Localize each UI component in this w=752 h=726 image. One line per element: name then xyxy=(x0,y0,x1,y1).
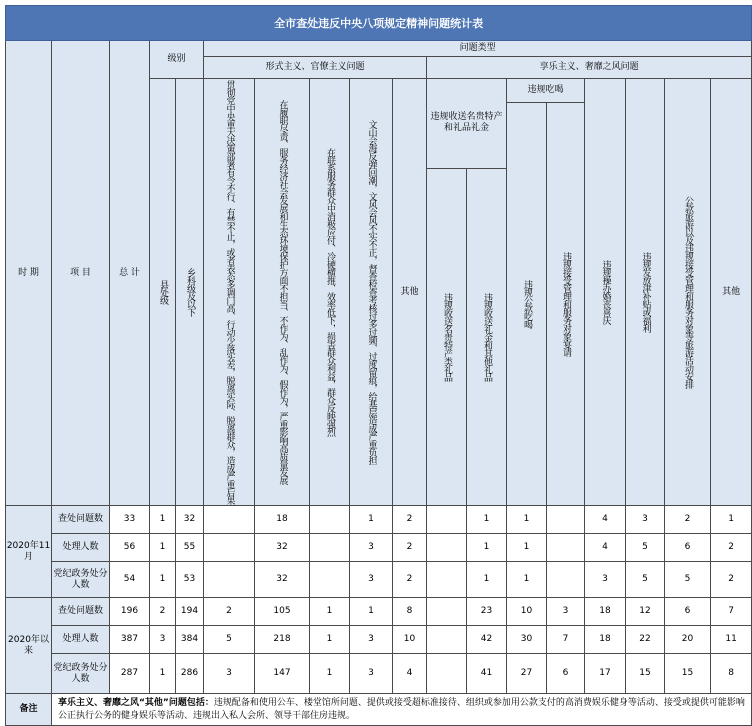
statistics-table xyxy=(5,5,752,726)
cell: 1 xyxy=(310,598,350,626)
period-label: 2020年11月 xyxy=(6,506,52,598)
cell: 3 xyxy=(350,626,393,654)
cell: 2 xyxy=(393,506,427,534)
cell: 7 xyxy=(711,598,752,626)
cell xyxy=(310,534,350,562)
cell: 2 xyxy=(665,506,711,534)
cell: 218 xyxy=(255,626,310,654)
col-header-6: 违规收送名贵特产类礼品 xyxy=(427,168,467,506)
cell-county: 1 xyxy=(150,534,176,562)
cell: 5 xyxy=(626,562,665,598)
cell: 3 xyxy=(350,654,393,694)
item-header: 项 目 xyxy=(52,41,110,506)
cell: 1 xyxy=(350,506,393,534)
cell: 4 xyxy=(393,654,427,694)
note-text xyxy=(52,694,752,726)
cell: 18 xyxy=(585,626,626,654)
table-row xyxy=(6,626,752,654)
cell: 1 xyxy=(507,506,547,534)
cell: 2 xyxy=(711,562,752,598)
cell xyxy=(310,562,350,598)
cell-total: 56 xyxy=(110,534,150,562)
col-header-9: 违规接受管理和服务对象宴请 xyxy=(547,103,585,506)
cell-township: 384 xyxy=(176,626,204,654)
cell: 10 xyxy=(393,626,427,654)
row-item: 党纪政务处分人数 xyxy=(52,562,110,598)
cell-township: 286 xyxy=(176,654,204,694)
cell: 1 xyxy=(711,506,752,534)
cell-township: 55 xyxy=(176,534,204,562)
cell: 6 xyxy=(547,654,585,694)
cell: 2 xyxy=(393,534,427,562)
table-row xyxy=(6,598,752,626)
cell-total: 196 xyxy=(110,598,150,626)
col-header-12: 公款旅游以及违规接受管理和服务对象等旅游活动安排 xyxy=(665,79,711,506)
cell: 10 xyxy=(507,598,547,626)
cell: 1 xyxy=(467,506,507,534)
cell: 4 xyxy=(585,534,626,562)
cell: 2 xyxy=(711,534,752,562)
cell-county: 1 xyxy=(150,562,176,598)
hedonism-header: 享乐主义、奢靡之风问题 xyxy=(427,57,752,79)
formalism-header: 形式主义、官僚主义问题 xyxy=(204,57,427,79)
col-header-5: 其他 xyxy=(393,79,427,506)
cell: 42 xyxy=(467,626,507,654)
gifts-group-header: 违规收送名贵特产和礼品礼金 xyxy=(427,79,507,169)
cell: 30 xyxy=(507,626,547,654)
cell: 1 xyxy=(310,626,350,654)
cell xyxy=(427,506,467,534)
cell-total: 387 xyxy=(110,626,150,654)
cell: 6 xyxy=(665,534,711,562)
cell: 12 xyxy=(626,598,665,626)
table-row xyxy=(6,562,752,598)
cell xyxy=(427,534,467,562)
cell-county: 3 xyxy=(150,626,176,654)
cell-township: 32 xyxy=(176,506,204,534)
col-header-11: 违规发放津补贴或福利 xyxy=(626,79,665,506)
table-row xyxy=(6,506,752,534)
col-header-1: 贯彻党中央重大决策部署有令不行、有禁不止，或者表态多调门高、行动少落实差，脱离实际、脱离群众，造成严重后果 xyxy=(204,79,255,506)
cell: 8 xyxy=(393,598,427,626)
cell xyxy=(547,534,585,562)
col-header-13: 其他 xyxy=(711,79,752,506)
cell: 105 xyxy=(255,598,310,626)
cell: 3 xyxy=(350,534,393,562)
cell: 5 xyxy=(665,562,711,598)
cell: 3 xyxy=(547,598,585,626)
row-item: 查处问题数 xyxy=(52,506,110,534)
cell: 1 xyxy=(507,534,547,562)
cell-total: 33 xyxy=(110,506,150,534)
cell-township: 194 xyxy=(176,598,204,626)
cell: 3 xyxy=(626,506,665,534)
cell-county: 1 xyxy=(150,506,176,534)
cell-total: 54 xyxy=(110,562,150,598)
cell-township: 53 xyxy=(176,562,204,598)
cell: 23 xyxy=(467,598,507,626)
cell: 7 xyxy=(547,626,585,654)
cell: 5 xyxy=(204,626,255,654)
col-header-8: 违规公款吃喝 xyxy=(507,103,547,506)
table-title: 全市查处违反中央八项规定精神问题统计表 xyxy=(6,6,752,41)
cell: 3 xyxy=(204,654,255,694)
cell: 1 xyxy=(467,562,507,598)
row-item: 查处问题数 xyxy=(52,598,110,626)
cell: 11 xyxy=(711,626,752,654)
cell: 18 xyxy=(255,506,310,534)
cell: 32 xyxy=(255,534,310,562)
cell xyxy=(427,654,467,694)
cell xyxy=(427,562,467,598)
cell: 17 xyxy=(585,654,626,694)
note-body: 违规配备和使用公车、楼堂馆所问题、提供或接受超标准接待、组织或参加用公款支付的高消费娱乐健身等活动、接受或提供可能影响公正执行公务的健身娱乐等活动、违规出入私人会所、领导干部住房违规。 xyxy=(58,697,745,721)
cell: 5 xyxy=(626,534,665,562)
cell: 32 xyxy=(255,562,310,598)
cell: 2 xyxy=(204,598,255,626)
cell: 6 xyxy=(665,598,711,626)
cell xyxy=(204,506,255,534)
col-header-4: 文山会海反弹回潮，文风会风不实不正，督查检查考核过多过频、过度留痕，给基层造成严重负担 xyxy=(350,79,393,506)
period-header: 时 期 xyxy=(6,41,52,506)
cell xyxy=(547,506,585,534)
cell: 22 xyxy=(626,626,665,654)
problem-type-header: 问题类型 xyxy=(204,41,752,57)
cell: 1 xyxy=(350,598,393,626)
cell: 4 xyxy=(585,506,626,534)
col-header-10: 违规操办婚丧喜庆 xyxy=(585,79,626,506)
row-item: 党纪政务处分人数 xyxy=(52,654,110,694)
cell: 1 xyxy=(310,654,350,694)
cell: 8 xyxy=(711,654,752,694)
note-label: 备注 xyxy=(6,694,52,726)
level-county-header: 县处级 xyxy=(150,79,176,506)
cell: 3 xyxy=(350,562,393,598)
dining-group-header: 违规吃喝 xyxy=(507,79,585,103)
cell: 41 xyxy=(467,654,507,694)
row-item: 处理人数 xyxy=(52,626,110,654)
note-lead: 享乐主义、奢靡之风“其他”问题包括： xyxy=(58,697,214,708)
cell-county: 2 xyxy=(150,598,176,626)
cell xyxy=(427,626,467,654)
total-header: 总 计 xyxy=(110,41,150,506)
cell: 147 xyxy=(255,654,310,694)
cell: 3 xyxy=(585,562,626,598)
cell: 1 xyxy=(507,562,547,598)
cell: 15 xyxy=(665,654,711,694)
cell xyxy=(204,562,255,598)
col-header-7: 违规收送礼金和其他礼品 xyxy=(467,168,507,506)
cell-total: 287 xyxy=(110,654,150,694)
cell xyxy=(204,534,255,562)
cell: 15 xyxy=(626,654,665,694)
cell: 18 xyxy=(585,598,626,626)
cell xyxy=(547,562,585,598)
period-label: 2020年以来 xyxy=(6,598,52,694)
cell-county: 1 xyxy=(150,654,176,694)
col-header-2: 在履职尽责、服务经济社会发展和生态环境保护方面不担当、不作为、乱作为、假作为，严重影响高质量发展 xyxy=(255,79,310,506)
cell: 27 xyxy=(507,654,547,694)
cell: 20 xyxy=(665,626,711,654)
cell xyxy=(427,598,467,626)
cell: 1 xyxy=(467,534,507,562)
cell: 2 xyxy=(393,562,427,598)
level-township-header: 乡科级及以下 xyxy=(176,79,204,506)
level-header: 级别 xyxy=(150,41,204,79)
table-row xyxy=(6,534,752,562)
statistics-sheet xyxy=(5,5,752,726)
col-header-3: 在联系服务群众中消极应付、冷硬横推、效率低下，损害群众利益，群众反映强烈 xyxy=(310,79,350,506)
row-item: 处理人数 xyxy=(52,534,110,562)
table-row xyxy=(6,654,752,694)
cell xyxy=(310,506,350,534)
